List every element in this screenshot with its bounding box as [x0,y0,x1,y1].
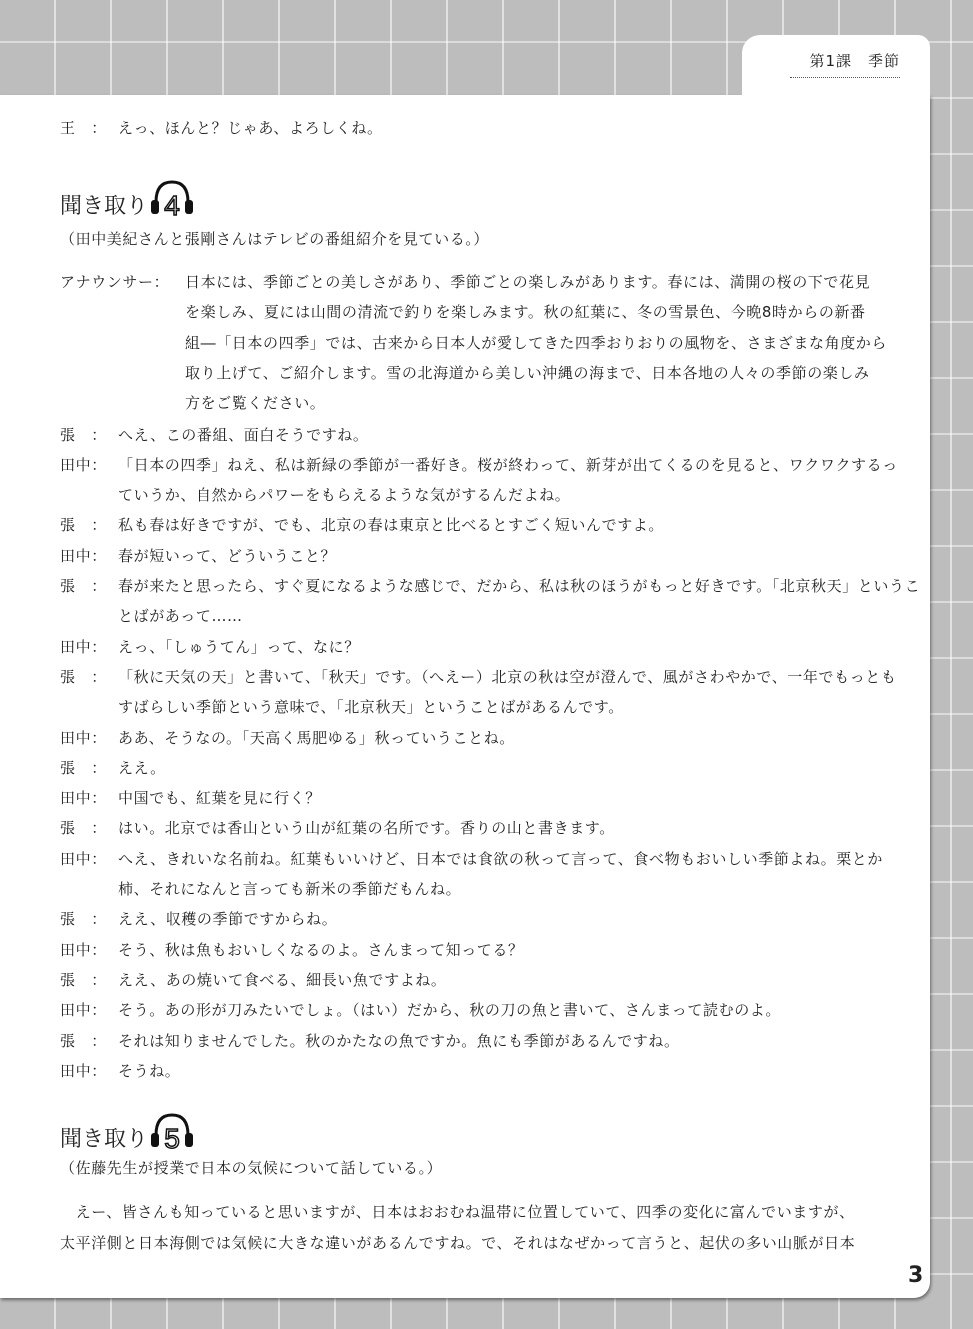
utterance: 日本には、季節ごとの美しさがあり、季節ごとの楽しみがあります。春には、満開の桜の下で花見 [185,273,871,291]
speaker: 田中： [60,940,107,959]
utterance: 組―「日本の四季」では、古来から日本人が愛してきた四季おりおりの風物を、さまざまな角度から [185,333,888,352]
speaker: 田中： [60,1061,107,1080]
track-number: 5 [164,1123,180,1153]
headphones-icon [150,178,194,220]
utterance: そう。あの形が刀みたいでしょ。（はい）だから、秋の刀の魚と書いて、さんまって読むのよ。 [118,1001,782,1020]
utterance: ええ、収穫の季節ですからね。 [118,910,338,929]
speaker: アナウンサー： [60,273,170,291]
speaker: 田中： [60,1001,107,1020]
speaker: 張 ： [60,1031,107,1050]
page-number: 3 [908,1263,924,1288]
utterance: へえ、この番組、面白そうですね。 [118,425,369,444]
heading-title: 聞き取り [60,194,149,219]
utterance: ていうか、自然からパワーをもらえるような気がするんだよね。 [118,486,571,505]
speaker: 田中： [60,455,107,474]
utterance: ええ。 [118,758,166,777]
utterance: とばがあって…… [118,607,243,626]
speaker: 張 ： [60,910,107,929]
utterance: 春が短いって、どういうこと？ [118,546,337,565]
speaker: 田中： [60,849,107,868]
utterance: そうね。 [118,1061,181,1080]
speaker: 張 ： [60,516,107,535]
utterance: 取り上げて、ご紹介します。雪の北海道から美しい沖縄の海まで、日本各地の人々の季節の楽しみ [185,363,870,382]
speaker: 張 ： [60,667,107,686]
paragraph-line: えー、皆さんも知っていると思いますが、日本はおおむね温帯に位置していて、四季の変化に富んでいますが、 [60,1203,855,1221]
utterance: えっ、「しゅうてん」って、なに？ [118,637,360,656]
speaker: 田中： [60,789,107,808]
utterance: へえ、きれいな名前ね。紅葉もいいけど、日本では食欲の秋って言って、食べ物もおいしい季節よね。栗とか [118,849,884,868]
utterance: ああ、そうなの。「天高く馬肥ゆる」秋っていうことね。 [118,728,515,747]
speaker: 田中： [60,546,107,565]
utterance: すばらしい季節という意味で、「北京秋天」ということばがあるんです。 [118,698,624,717]
section-heading-4 [60,178,194,220]
utterance: 春が来たと思ったら、すぐ夏になるような感じで、だから、私は秋のほうがもっと好きです。「北京秋天」というこ [118,577,921,595]
utterance: ええ、あの焼いて食べる、細長い魚ですよね。 [118,970,447,989]
scene-note: （佐藤先生が授業で日本の気候について話している。） [60,1159,443,1177]
speaker: 張 ： [60,758,107,777]
headphones-icon [150,1111,194,1153]
lesson-title: 第1課 季節 [790,50,900,78]
utterance: 方をご覧ください。 [185,394,326,413]
utterance: はい。北京では香山という山が紅葉の名所です。香りの山と書きます。 [118,819,615,838]
scene-note: （田中美紀さんと張剛さんはテレビの番組紹介を見ている。） [60,230,490,248]
section-heading-5 [60,1111,194,1153]
utterance: そう、秋は魚もおいしくなるのよ。さんまって知ってる？ [118,940,524,959]
heading-title: 聞き取り [60,1127,149,1152]
utterance: それは知りませんでした。秋のかたなの魚ですか。魚にも季節があるんですね。 [118,1031,680,1050]
speaker: 張 ： [60,970,107,989]
utterance: 「日本の四季」ねえ、私は新緑の季節が一番好き。桜が終わって、新芽が出てくるのを見ると、ワクワクするっ [118,455,898,474]
utterance: 中国でも、紅葉を見に行く？ [118,789,321,808]
utterance: 私も春は好きですが、でも、北京の春は東京と比べるとすごく短いんですよ。 [118,516,665,535]
speaker: 王 ： [60,119,107,137]
speaker: 張 ： [60,819,107,838]
speaker: 張 ： [60,425,107,444]
utterance: を楽しみ、夏には山間の清流で釣りを楽しみます。秋の紅葉に、冬の雪景色、今晩8時からの新番 [185,303,866,322]
track-number: 4 [164,190,180,220]
utterance: えっ、ほんと？じゃあ、よろしくね。 [118,119,383,137]
speaker: 張 ： [60,577,107,595]
utterance: 「秋に天気の天」と書いて、「秋天」です。（へえー）北京の秋は空が澄んで、風がさわやかで、一年でもっとも [118,667,897,686]
utterance: 柿、それになんと言っても新米の季節だもんね。 [118,880,462,898]
paragraph-line: 太平洋側と日本海側では気候に大きな違いがあるんですね。で、それはなぜかって言うと、起伏の多い山脈が日本 [60,1234,856,1252]
speaker: 田中： [60,728,107,747]
speaker: 田中： [60,637,107,656]
